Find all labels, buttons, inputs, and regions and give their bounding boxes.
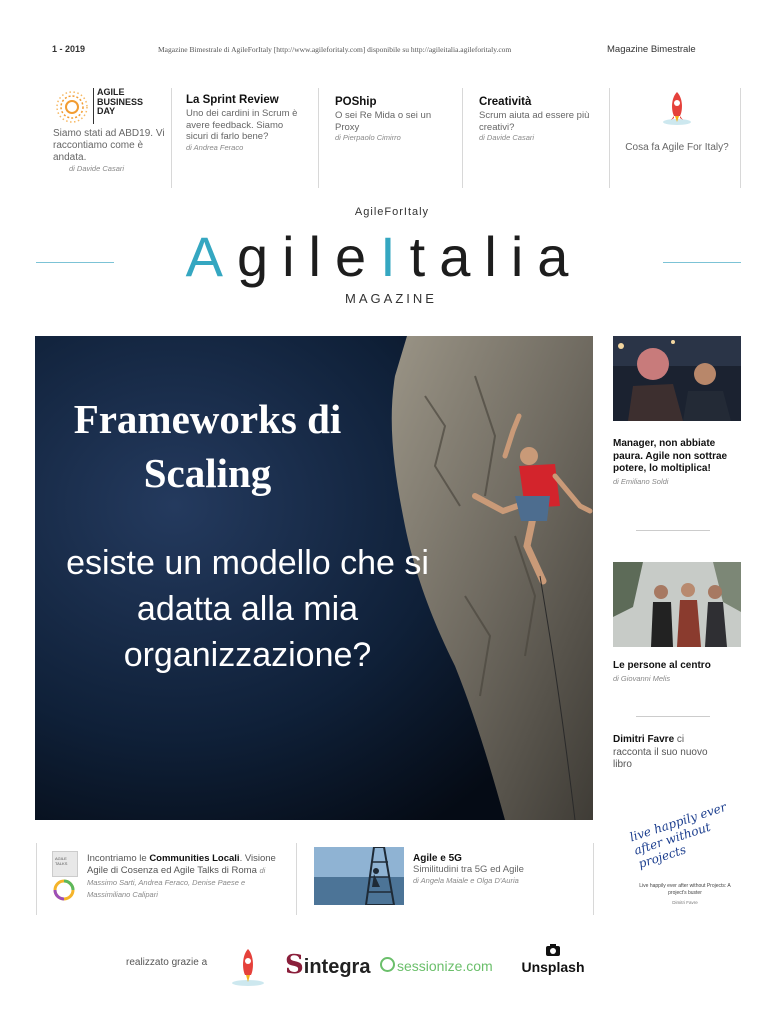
article-author: di Angela Maiale e Olga D'Auria [413,876,519,885]
rocket-icon[interactable] [228,945,268,989]
teaser-creativita[interactable] [479,88,594,188]
article-image-5g[interactable] [314,847,404,905]
sidebar-divider [636,716,710,717]
hero-subtitle: esiste un modello che si adatta alla mia organizzazione? [66,544,429,674]
communities-title: Communities Locali [149,853,240,864]
divider [740,88,741,188]
image-people-outdoor [613,562,741,647]
teaser-sprint-review[interactable] [186,88,301,188]
divider [296,843,297,915]
teaser-author: di Andrea Feraco [186,142,244,152]
article-5g[interactable] [413,853,593,885]
brand-letter: I [380,225,410,288]
image-tower-sea [314,847,404,905]
teaser-agileforitaly[interactable] [622,88,732,188]
teaser-body: Siamo stati ad ABD19. Vi raccontiamo come è andata. [53,128,165,163]
teaser-title: Creatività [479,96,532,108]
brand-letter: A [185,225,237,288]
article-image-persone[interactable] [613,562,741,647]
article-image-manager[interactable] [613,336,741,421]
sintegra-s-icon: S [285,950,304,980]
book-script-title: live happily ever after without projects [628,799,729,871]
communities-logo-box: AGILE TALKS [52,851,78,877]
article-favre[interactable] [613,734,723,772]
article-title: Manager, non abbiate paura. Agile non sottrae potere, lo moltiplica! [613,438,728,474]
article-author: di Emiliano Soldi [613,476,669,486]
teaser-body: Uno dei cardini in Scrum è avere feedback. Siamo sicuri di farlo bene? [186,108,298,142]
abd-logo [53,88,168,128]
divider [171,88,172,188]
teaser-body: O sei Re Mida o sei un Proxy [335,110,432,133]
article-title-rest: ci racconta il suo nuovo libro [613,734,708,770]
sunburst-icon [55,90,89,124]
teaser-poship[interactable] [335,88,447,188]
teaser-title: POShip [335,96,377,108]
divider [36,843,37,915]
unsplash-logo[interactable] [520,943,586,975]
teaser-author: di Pierpaolo Cimirro [335,133,401,142]
sintegra-logo[interactable] [285,950,370,980]
teaser-title: La Sprint Review [186,94,279,106]
unsplash-text: Unsplash [521,959,585,975]
sintegra-text: integra [303,956,371,978]
teaser-abd[interactable] [53,88,168,188]
brand-text: gile [236,225,381,288]
teaser-body: Scrum aiuta ad essere più creativi? [479,110,590,133]
communities-body: . Visione Agile di Cosenza ed Agile Talks di Roma [87,853,276,876]
image-people-dark [613,336,741,421]
book-caption: Live happily ever after without Projects: A project's buster [639,883,731,896]
communities-pre: Incontriamo le [87,853,150,864]
sessionize-text: sessionize.com [397,958,493,974]
hero-cover[interactable] [35,336,593,820]
sessionize-icon [380,957,395,972]
magazine-type: Magazine Bimestrale [607,44,696,55]
article-manager[interactable] [613,438,743,488]
article-persone[interactable] [613,660,743,685]
hero-title: Frameworks di Scaling [73,396,342,496]
divider [318,88,319,188]
brand-supertitle: AgileForItaly [354,206,430,218]
rocket-icon [657,88,697,128]
brand-subtitle: MAGAZINE [345,291,437,306]
communities-author: di Massimo Sarti, Andrea Feraco, Denise Paese e Massimiliano Calipari [87,866,266,899]
sidebar-divider [636,530,710,531]
article-title: Le persone al centro [613,660,711,671]
book-byline: Dimitri Favre [672,900,698,905]
article-author: di Giovanni Melis [613,673,671,683]
brand-text: talia [409,225,583,288]
magazine-tagline: Magazine Bimestrale di AgileForItaly [http://www.agileforitaly.com] disponibile su http://agileitalia.agileforitaly.com [158,45,512,54]
book-promo[interactable] [620,799,750,915]
sessionize-logo[interactable] [380,957,493,974]
teaser-author: di Davide Casari [479,133,535,142]
article-body: Similitudini tra 5G ed Agile [413,864,524,875]
abd-logo-text: AGILE BUSINESS DAY [97,87,144,116]
divider [609,88,610,188]
issue-number: 1 - 2019 [52,44,86,54]
article-title-bold: Dimitri Favre [613,734,675,745]
top-bar [0,44,768,58]
community-cycle-icon [52,878,76,902]
brand-title [0,225,768,289]
divider [462,88,463,188]
camera-icon [545,943,561,957]
teaser-author: di Davide Casari [69,164,125,173]
article-communities[interactable] [87,853,287,901]
credits-label: realizzato grazie a [126,957,208,968]
article-title: Agile e 5G [413,853,462,864]
teaser-body: Cosa fa Agile For Italy? [625,142,729,153]
divider [593,843,594,915]
